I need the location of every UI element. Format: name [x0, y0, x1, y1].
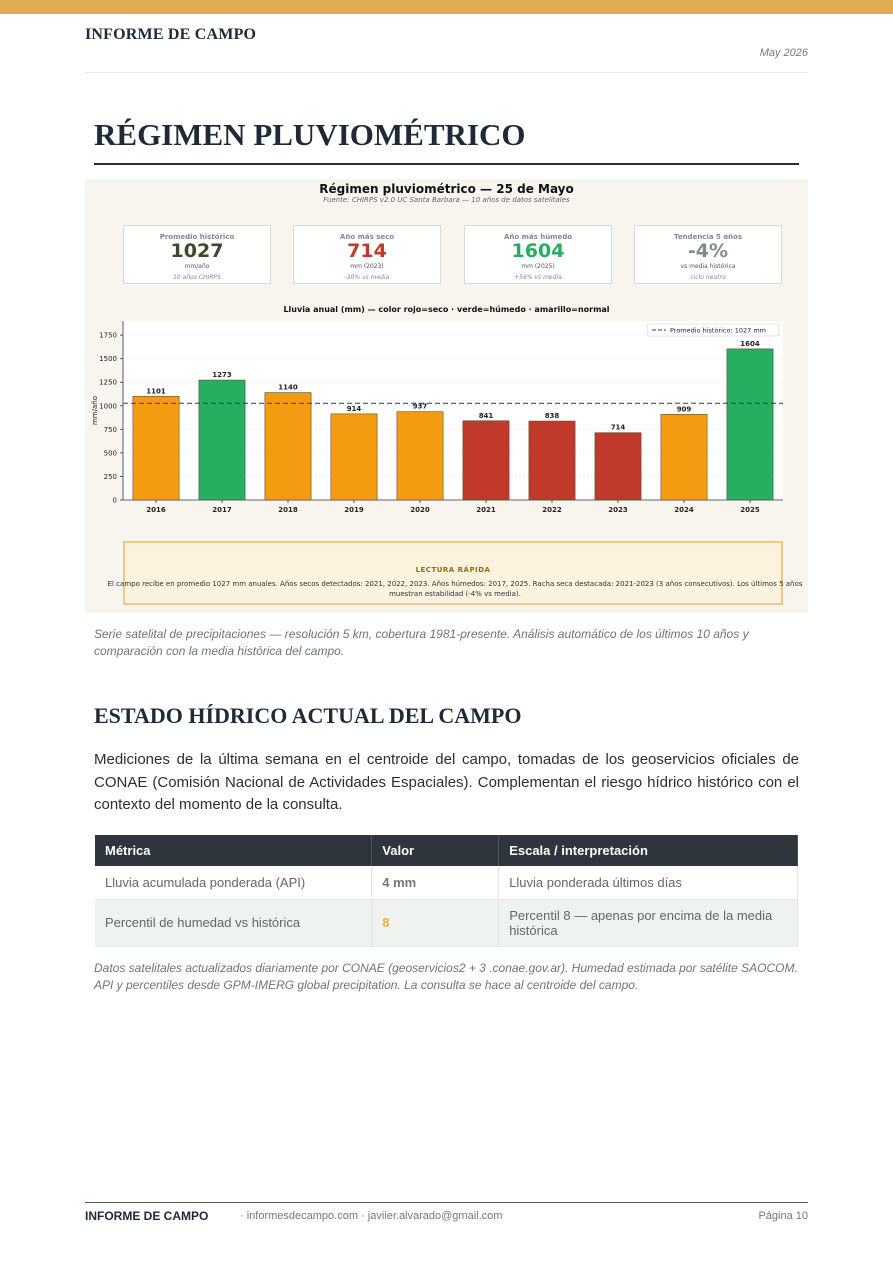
y-axis-label: mm/año — [91, 395, 99, 426]
chart-title: Lluvia anual (mm) — color rojo=seco · verde=húmedo · amarillo=normal — [283, 305, 610, 314]
y-tick-label: 0 — [112, 496, 117, 505]
table-row — [95, 899, 798, 946]
kpi-card-driest — [293, 225, 441, 284]
footer-divider — [85, 1202, 808, 1203]
kpi-label: Año más húmedo — [503, 233, 573, 241]
y-tick-label: 1500 — [99, 355, 117, 364]
kpi-label: Promedio histórico — [159, 233, 235, 241]
y-tick-label: 750 — [103, 425, 117, 434]
scale-cell: Lluvia ponderada últimos días — [499, 866, 798, 899]
kpi-unit: vs media histórica — [680, 263, 736, 270]
x-tick-label: 2021 — [476, 506, 496, 514]
bar-2025 — [727, 349, 773, 500]
y-tick-label: 500 — [103, 449, 117, 458]
kpi-card-trend — [634, 225, 782, 284]
table-caption: Datos satelitales actualizados diariamente por CONAE (geoservicios2 + 3 .conae.gov.ar). Humedad estimada por satélite SAOCOM. API y percentiles desde GPM-IMERG global precipitation. La consulta se hace al centroide del campo. — [94, 961, 798, 992]
figure-subtitle: Fuente: CHIRPS v2.0 UC Santa Barbara — 10 años de datos satelitales — [323, 196, 570, 204]
header-divider — [85, 72, 808, 73]
kpi-value: -4% — [687, 240, 729, 262]
data-label: 841 — [478, 411, 494, 420]
quick-read-box — [107, 541, 803, 605]
x-tick-label: 2019 — [344, 506, 364, 514]
x-tick-label: 2024 — [674, 506, 694, 514]
x-tick-label: 2018 — [278, 506, 298, 514]
bar-2022 — [529, 421, 575, 500]
kpi-note: +56% vs media — [514, 274, 562, 281]
data-label: 1604 — [740, 339, 760, 348]
section-title-underline — [94, 163, 799, 165]
quick-read-body: El campo recibe en promedio 1027 mm anuales. Años secos detectados: 2021, 2022, 2023. Años húmedos: 2017, 2025. Racha seca destacada: 2021-2023 (3 años consecutivos). Los últimos 5 años muestran estabilidad (-4% vs media). — [107, 580, 803, 598]
metric-cell: Lluvia acumulada ponderada (API) — [95, 866, 372, 899]
water-status-table — [95, 835, 798, 947]
figure-title: Régimen pluviométrico — 25 de Mayo — [319, 182, 574, 196]
footer-contact-links[interactable]: · informesdecampo.com · javiier.alvarado@gmail.com — [240, 1210, 503, 1222]
data-label: 714 — [610, 423, 626, 432]
kpi-value: 714 — [347, 240, 387, 262]
report-header-title: INFORME DE CAMPO — [85, 26, 257, 43]
section-title-rainfall: RÉGIMEN PLUVIOMÉTRICO — [94, 117, 526, 152]
data-label: 1273 — [212, 371, 232, 380]
bar-2021 — [463, 421, 509, 500]
y-tick-label: 1750 — [99, 331, 117, 340]
data-label: 914 — [346, 404, 362, 413]
x-tick-label: 2020 — [410, 506, 430, 514]
kpi-note: ciclo neutro — [690, 274, 726, 281]
top-accent-bar — [0, 0, 893, 14]
y-tick-label: 1250 — [99, 378, 117, 387]
x-tick-label: 2022 — [542, 506, 562, 514]
kpi-note: -30% vs media — [344, 274, 390, 281]
metric-cell: Percentil de humedad vs histórica — [95, 899, 372, 946]
kpi-unit: mm/año — [184, 263, 210, 270]
page-number: Página 10 — [758, 1210, 808, 1222]
kpi-unit: mm (2025) — [521, 263, 555, 270]
y-tick-label: 250 — [103, 472, 117, 481]
column-header-metric: Métrica — [95, 835, 372, 866]
kpi-value: 1604 — [511, 240, 565, 262]
value-cell: 4 mm — [372, 866, 499, 899]
table-header-row — [95, 835, 798, 866]
value-cell: 8 — [372, 899, 499, 946]
kpi-label: Tendencia 5 años — [673, 233, 743, 241]
legend-label: Promedio histórico: 1027 mm — [670, 326, 767, 335]
kpi-note: 10 años CHIRPS — [173, 274, 221, 281]
kpi-unit: mm (2023) — [350, 263, 384, 270]
bar-2023 — [595, 433, 641, 500]
figure-caption: Serie satelital de precipitaciones — resolución 5 km, cobertura 1981-presente. Análisis automático de los últimos 10 años y comparación con la media histórica del campo. — [94, 627, 749, 658]
kpi-card-wettest — [464, 225, 612, 284]
bar-2019 — [331, 414, 377, 500]
data-label: 838 — [544, 412, 560, 421]
column-header-value: Valor — [372, 835, 499, 866]
kpi-value: 1027 — [170, 240, 224, 262]
kpi-label: Año más seco — [339, 233, 395, 241]
bar-2016 — [133, 396, 179, 500]
bar-2020 — [397, 412, 443, 500]
data-label: 1101 — [146, 387, 166, 396]
data-label: 937 — [412, 402, 428, 411]
x-tick-label: 2017 — [212, 506, 232, 514]
scale-cell: Percentil 8 — apenas por encima de la media histórica — [499, 899, 798, 946]
section-title-water-status: ESTADO HÍDRICO ACTUAL DEL CAMPO — [94, 703, 522, 728]
x-tick-label: 2025 — [740, 506, 760, 514]
x-tick-label: 2016 — [146, 506, 166, 514]
section-paragraph: Mediciones de la última semana en el centroide del campo, tomadas de los geoservicios oficiales de CONAE (Comisión Nacional de Actividades Espaciales). Complementan el riesgo hídrico histórico con el contexto del momento de la consulta. — [94, 751, 799, 813]
bar-2017 — [199, 380, 245, 500]
x-tick-label: 2023 — [608, 506, 628, 514]
bar-2018 — [265, 393, 311, 500]
footer-brand: INFORME DE CAMPO — [85, 1209, 209, 1223]
data-label: 909 — [676, 405, 692, 414]
column-header-scale: Escala / interpretación — [499, 835, 798, 866]
report-date: May 2026 — [759, 47, 808, 59]
quick-read-title: LECTURA RÁPIDA — [415, 566, 491, 574]
bar-2024 — [661, 414, 707, 500]
table-row — [95, 866, 798, 899]
data-label: 1140 — [278, 383, 298, 392]
y-tick-label: 1000 — [99, 402, 117, 411]
rainfall-figure — [85, 179, 808, 613]
annual-rainfall-bar-chart — [85, 319, 808, 519]
kpi-card-average — [123, 225, 271, 284]
